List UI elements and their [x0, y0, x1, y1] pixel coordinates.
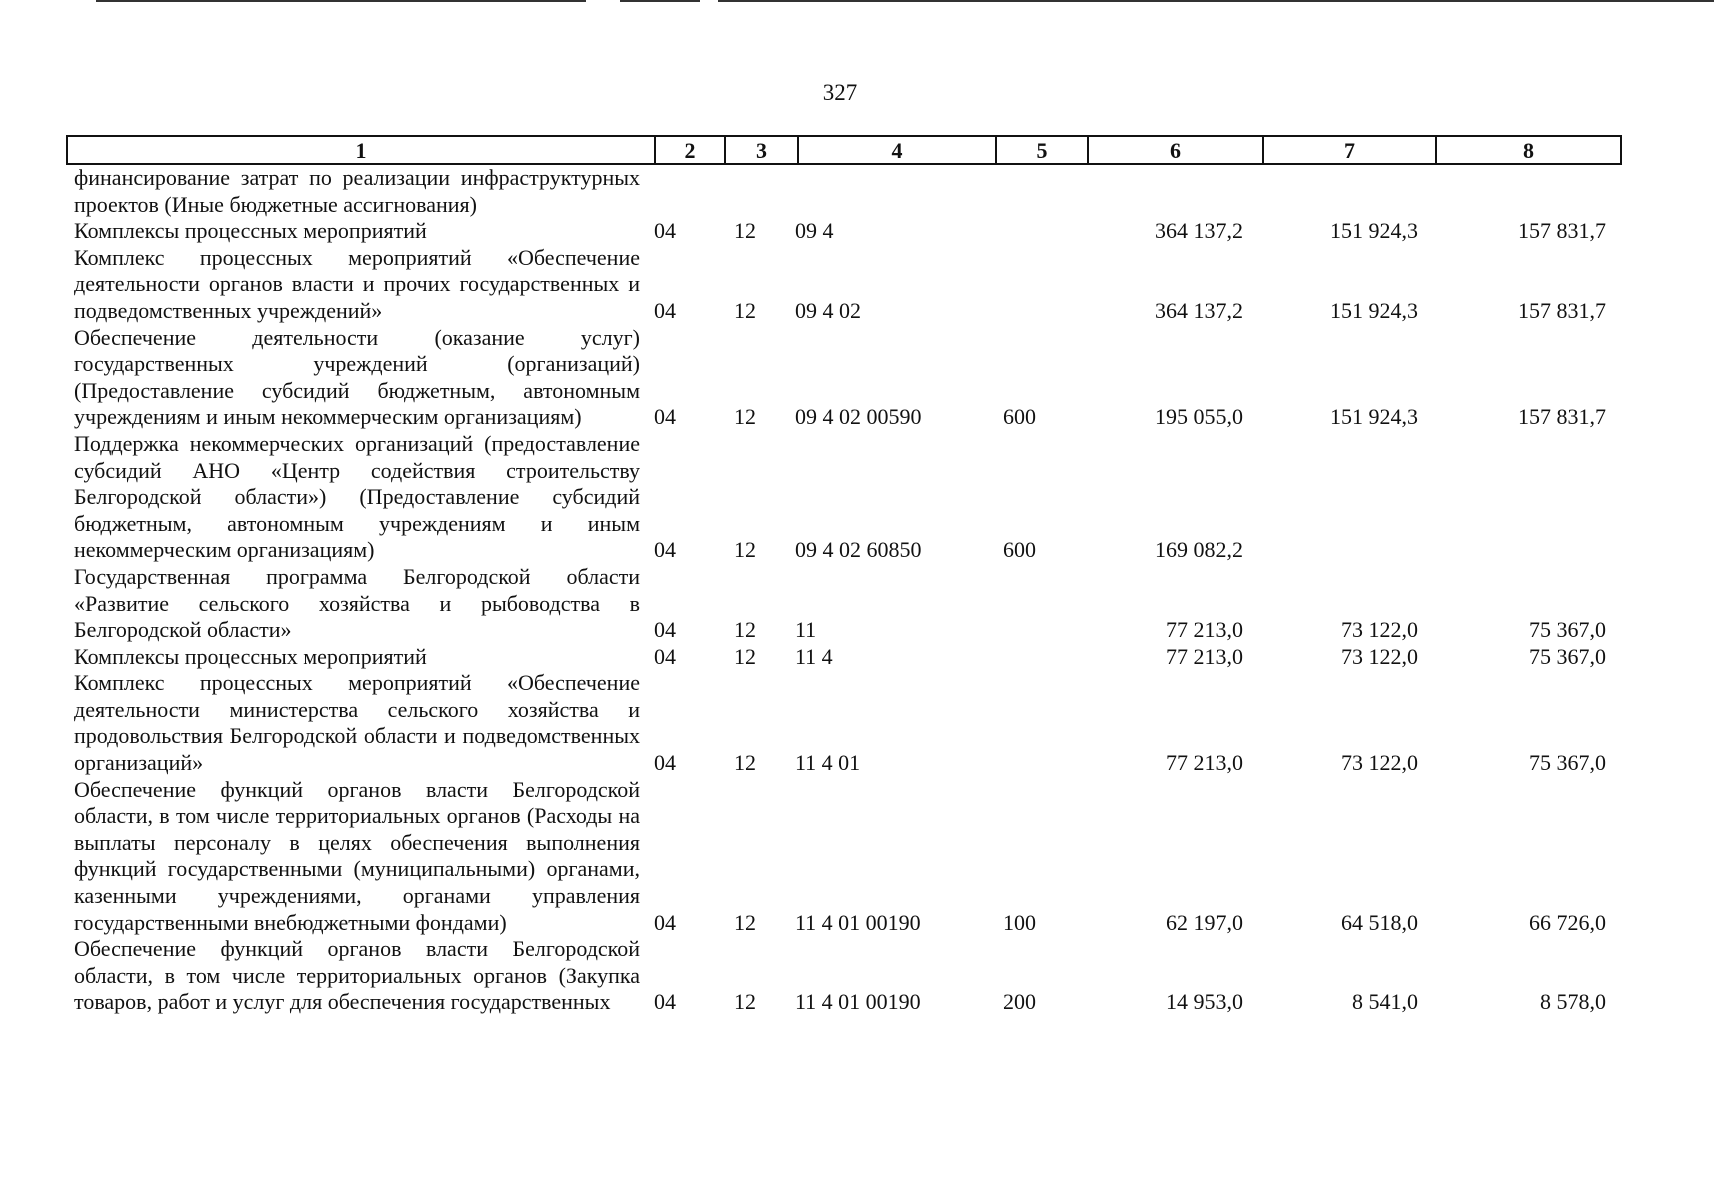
table-row [66, 165, 1622, 218]
scan-edge-line [96, 0, 586, 2]
row-amount-col6: 77 213,0 [1166, 643, 1243, 669]
row-amount-col7: 73 122,0 [1341, 617, 1418, 643]
table-row [66, 218, 1622, 245]
row-amount-col6: 195 055,0 [1155, 404, 1243, 430]
row-description: Комплекс процессных мероприятий «Обеспечение деятельности министерства сельского хозяйства и продовольствия Белгородской области и подведомственных организаций» [74, 670, 640, 776]
row-subsection: 12 [734, 218, 756, 244]
table-row [66, 325, 1622, 431]
row-amount-col7: 151 924,3 [1330, 297, 1418, 323]
row-section: 04 [654, 750, 676, 776]
row-amount-col8: 157 831,7 [1518, 218, 1606, 244]
row-amount-col8: 157 831,7 [1518, 297, 1606, 323]
row-amount-col6: 14 953,0 [1166, 989, 1243, 1015]
row-amount-col7: 64 518,0 [1341, 909, 1418, 935]
table-row [66, 431, 1622, 564]
row-section: 04 [654, 297, 676, 323]
table-row [66, 564, 1622, 644]
row-amount-col8: 75 367,0 [1529, 643, 1606, 669]
row-amount-col8: 66 726,0 [1529, 909, 1606, 935]
row-subsection: 12 [734, 297, 756, 323]
row-description: Комплексы процессных мероприятий [74, 643, 427, 669]
row-amount-col7: 73 122,0 [1341, 643, 1418, 669]
row-section: 04 [654, 909, 676, 935]
header-col-5: 5 [995, 137, 1087, 163]
table-row [66, 644, 1622, 671]
row-target-article: 09 4 [795, 218, 834, 244]
row-description: Государственная программа Белгородской области «Развитие сельского хозяйства и рыбоводства в Белгородской области» [74, 563, 640, 643]
row-amount-col7: 8 541,0 [1352, 989, 1418, 1015]
table-body [66, 165, 1622, 1016]
row-subsection: 12 [734, 617, 756, 643]
row-amount-col8: 8 578,0 [1540, 989, 1606, 1015]
row-subsection: 12 [734, 537, 756, 563]
page-number: 327 [822, 80, 858, 105]
header-col-4: 4 [797, 137, 995, 163]
row-expense-type: 600 [1003, 404, 1036, 430]
header-col-1: 1 [355, 138, 367, 163]
row-target-article: 11 [795, 617, 817, 643]
row-section: 04 [654, 218, 676, 244]
row-target-article: 11 4 01 00190 [795, 989, 921, 1015]
row-amount-col6: 364 137,2 [1155, 297, 1243, 323]
row-description: Комплекс процессных мероприятий «Обеспечение деятельности органов власти и прочих государственных и подведомственных учреждений» [74, 244, 640, 323]
header-col-3: 3 [724, 137, 797, 163]
row-description: Обеспечение деятельности (оказание услуг) государственных учреждений (организаций) (Предоставление субсидий бюджетным, автономным учреждениям и иным некоммерческим организациям) [74, 324, 640, 430]
row-subsection: 12 [734, 750, 756, 776]
row-amount-col6: 169 082,2 [1155, 537, 1243, 563]
row-description: Обеспечение функций органов власти Белгородской области, в том числе территориальных органов (Закупка товаров, работ и услуг для обеспечения государственных [74, 936, 640, 1015]
row-amount-col6: 364 137,2 [1155, 218, 1243, 244]
row-amount-col6: 77 213,0 [1166, 750, 1243, 776]
row-amount-col7: 73 122,0 [1341, 750, 1418, 776]
table-header [66, 135, 1622, 165]
row-target-article: 09 4 02 60850 [795, 537, 922, 563]
row-description: Комплексы процессных мероприятий [74, 218, 427, 244]
row-amount-col8: 157 831,7 [1518, 404, 1606, 430]
row-subsection: 12 [734, 909, 756, 935]
row-description: Поддержка некоммерческих организаций (предоставление субсидий АНО «Центр содействия строительству Белгородской области») (Предоставление субсидий бюджетным, автономным учреждениям и иным некоммерческим организациям) [74, 430, 640, 563]
header-col-2: 2 [654, 137, 724, 163]
row-section: 04 [654, 537, 676, 563]
table-row [66, 936, 1622, 1016]
row-section: 04 [654, 989, 676, 1015]
row-subsection: 12 [734, 989, 756, 1015]
row-expense-type: 600 [1003, 537, 1036, 563]
header-col-8: 8 [1435, 137, 1620, 163]
row-amount-col7: 151 924,3 [1330, 404, 1418, 430]
row-amount-col6: 62 197,0 [1166, 909, 1243, 935]
row-subsection: 12 [734, 404, 756, 430]
row-description: финансирование затрат по реализации инфраструктурных проектов (Иные бюджетные ассигнования) [74, 165, 640, 217]
row-amount-col8: 75 367,0 [1529, 617, 1606, 643]
row-section: 04 [654, 643, 676, 669]
row-expense-type: 100 [1003, 909, 1036, 935]
row-target-article: 11 4 [795, 643, 833, 669]
row-amount-col8: 75 367,0 [1529, 750, 1606, 776]
row-expense-type: 200 [1003, 989, 1036, 1015]
row-amount-col6: 77 213,0 [1166, 617, 1243, 643]
header-col-6: 6 [1087, 137, 1262, 163]
row-section: 04 [654, 404, 676, 430]
scan-edge-line [620, 0, 700, 2]
row-target-article: 09 4 02 [795, 297, 861, 323]
table-row [66, 245, 1622, 325]
scan-edge-line [718, 0, 1714, 2]
header-col-7: 7 [1262, 137, 1435, 163]
row-description: Обеспечение функций органов власти Белгородской области, в том числе территориальных органов (Расходы на выплаты персоналу в целях обеспечения выполнения функций государственными (муниципальными) органами, казенными учреждениями, органами управления государственными внебюджетными фондами) [74, 776, 640, 935]
row-target-article: 09 4 02 00590 [795, 404, 922, 430]
row-subsection: 12 [734, 643, 756, 669]
table-row [66, 670, 1622, 776]
row-target-article: 11 4 01 00190 [795, 909, 921, 935]
row-target-article: 11 4 01 [795, 750, 861, 776]
table-row [66, 777, 1622, 937]
row-amount-col7: 151 924,3 [1330, 218, 1418, 244]
row-section: 04 [654, 617, 676, 643]
